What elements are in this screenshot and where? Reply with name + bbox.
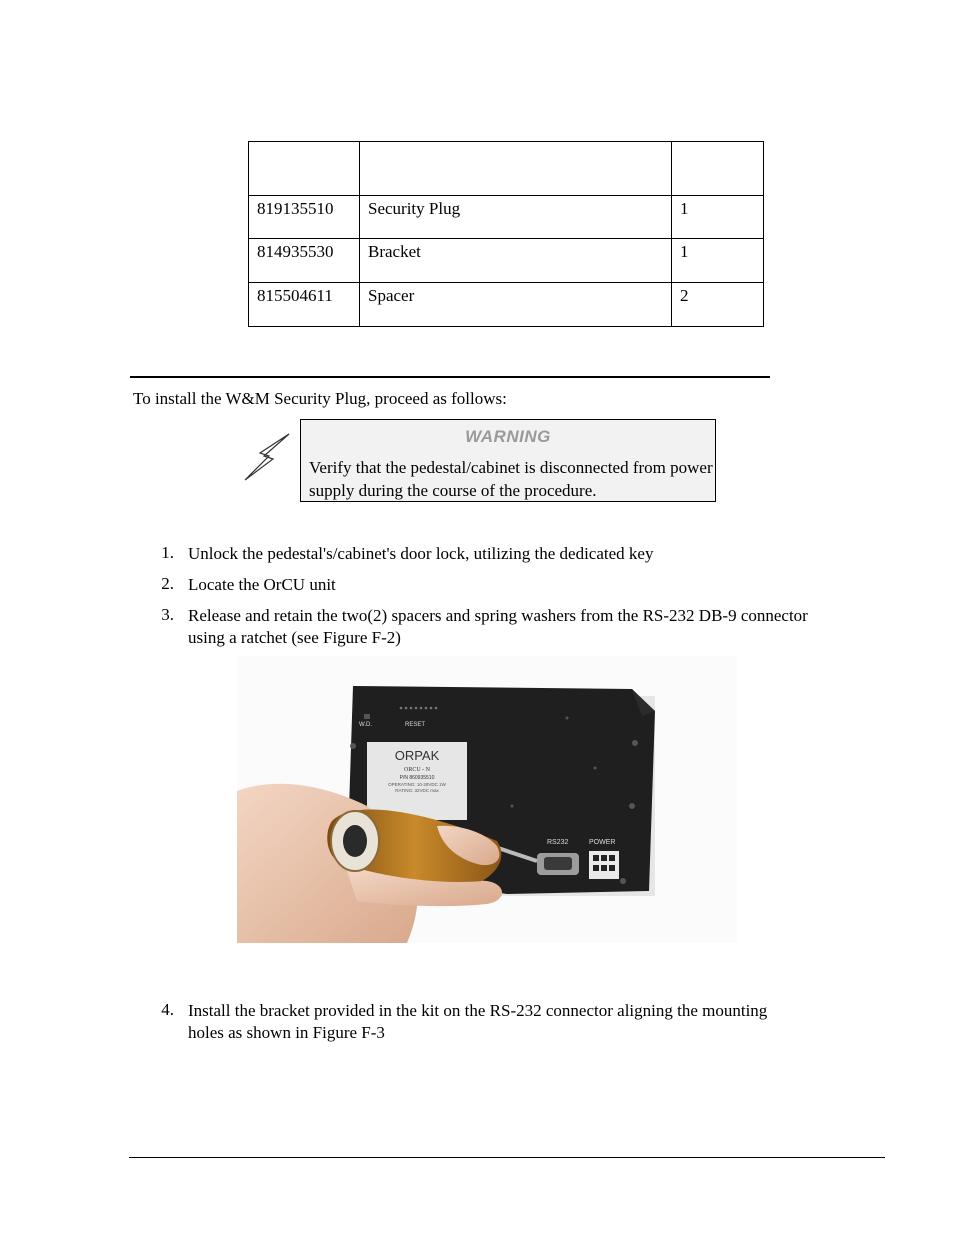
- step-text: Unlock the pedestal's/cabinet's door lock, utilizing the dedicated key: [188, 544, 654, 563]
- quantity-cell: 2: [672, 283, 764, 327]
- power-label: POWER: [589, 839, 616, 846]
- part-number-cell: 814935530: [249, 239, 360, 283]
- device-illustration: [237, 656, 737, 943]
- part-number-cell: 815504611: [249, 283, 360, 327]
- quantity-cell: 1: [672, 196, 764, 239]
- step-text: Locate the OrCU unit: [188, 575, 336, 594]
- operating-label: OPERATING: 10-28VDC 1W: [388, 782, 446, 787]
- parts-table: [248, 141, 764, 327]
- step-text: Release and retain the two(2) spacers and spring washers from the RS-232 DB-9 connector using a ratchet (see Figure F-2): [188, 606, 808, 647]
- table-row: [249, 196, 764, 239]
- table-header-cell: [672, 142, 764, 196]
- description-cell: Security Plug: [360, 196, 672, 239]
- step-number: 1.: [161, 543, 174, 562]
- lightning-icon: [242, 432, 292, 482]
- rating-label: RATING: 32VDC max: [395, 788, 439, 793]
- warning-text: Verify that the pedestal/cabinet is disconnected from power supply during the course of the procedure.: [309, 458, 713, 500]
- table-header-cell: [249, 142, 360, 196]
- step-number: 3.: [161, 605, 174, 624]
- reset-label: RESET: [405, 722, 426, 728]
- warning-box: [300, 419, 716, 502]
- pn-label: P/N 860935510: [399, 775, 435, 781]
- brand-label: ORPAK: [394, 748, 440, 763]
- table-header-row: [249, 142, 764, 196]
- warning-title: WARNING: [465, 427, 551, 446]
- description-cell: Bracket: [360, 239, 672, 283]
- step-number: 2.: [161, 574, 174, 593]
- footer-divider: [129, 1157, 885, 1158]
- table-row: [249, 283, 764, 327]
- step-number: 4.: [161, 1000, 174, 1019]
- wd-label: W.D.: [359, 722, 372, 728]
- model-label: ORCU - N: [403, 767, 431, 773]
- table-header-cell: [360, 142, 672, 196]
- part-number-cell: 819135510: [249, 196, 360, 239]
- figure-photo: [237, 656, 737, 943]
- table-row: [249, 239, 764, 283]
- quantity-cell: 1: [672, 239, 764, 283]
- section-divider: [130, 376, 770, 378]
- description-cell: Spacer: [360, 283, 672, 327]
- intro-text: To install the W&M Security Plug, proceed as follows:: [133, 389, 507, 408]
- rs232-label: RS232: [547, 839, 569, 846]
- step-text: Install the bracket provided in the kit on the RS-232 connector aligning the mounting holes as shown in Figure F-3: [188, 1001, 768, 1042]
